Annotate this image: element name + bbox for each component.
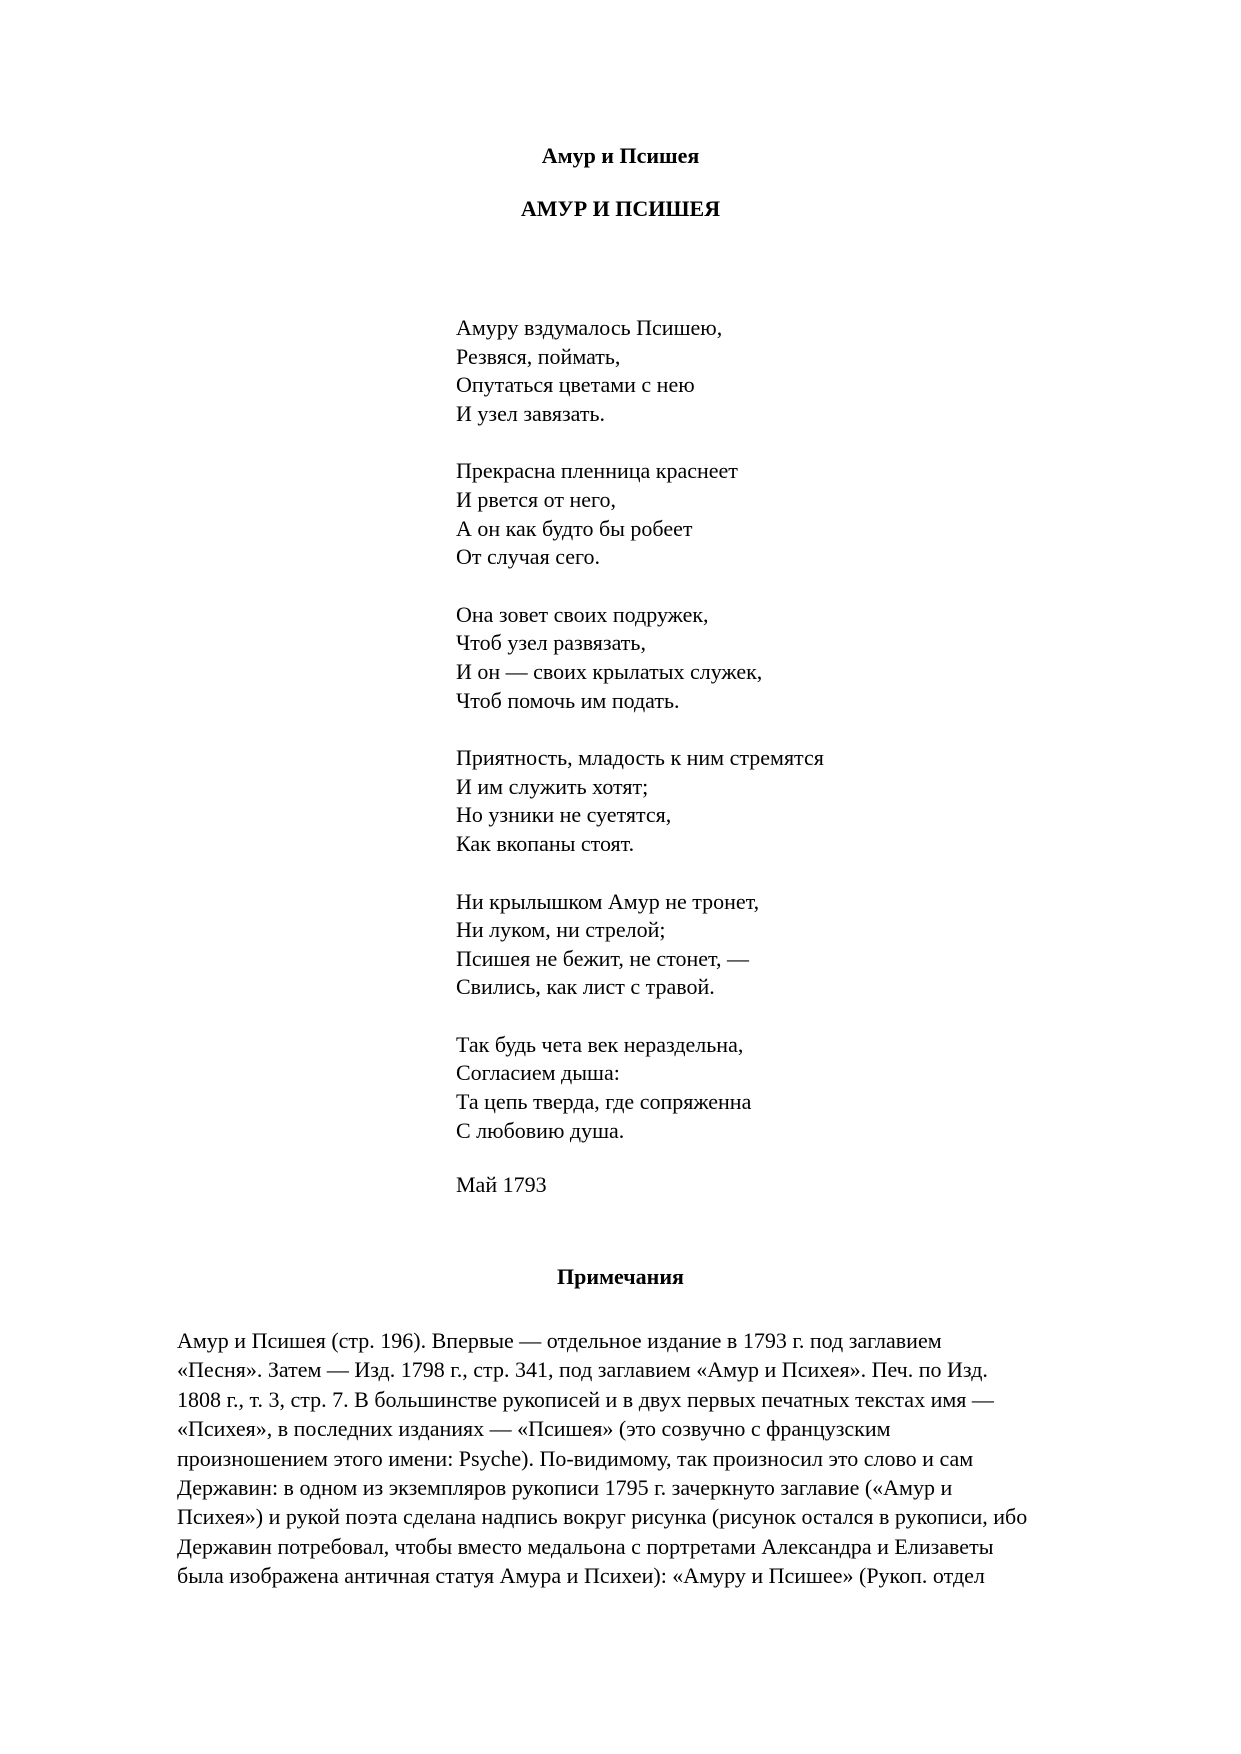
poem-line: И рвется от него, xyxy=(456,486,617,512)
poem-line: И он — своих крылатых служек, xyxy=(456,658,763,684)
poem-line: Чтоб узел развязать, xyxy=(456,630,646,656)
poem-line: Опутаться цветами с нею xyxy=(456,372,695,398)
notes-heading: Примечания xyxy=(557,1264,684,1289)
poem-line: Та цепь тверда, где сопряженна xyxy=(456,1089,752,1115)
notes-body xyxy=(177,1326,1157,1591)
poem-title: АМУР И ПСИШЕЯ xyxy=(520,196,721,221)
poem-line: Псишея не бежит, не стонет, — xyxy=(456,945,750,971)
poem-line: Согласием дыша: xyxy=(456,1060,620,1086)
poem-line: И узел завязать. xyxy=(456,400,606,426)
poem-line: Резвяся, поймать, xyxy=(456,343,621,369)
poem-line: Но узники не суетятся, xyxy=(456,802,672,828)
stanza xyxy=(456,314,976,428)
notes-line: 1808 г., т. 3, стр. 7. В большинстве рукописей и в двух первых печатных текстах имя — xyxy=(177,1386,994,1412)
page-title: Амур и Псишея xyxy=(541,143,700,168)
poem-line: Свились, как лист с травой. xyxy=(456,974,715,1000)
poem-line: Чтоб помочь им подать. xyxy=(456,687,680,713)
stanza xyxy=(456,1031,976,1145)
poem-line: Так будь чета век нераздельна, xyxy=(456,1031,744,1057)
poem-date: Май 1793 xyxy=(456,1172,547,1198)
poem-line: И им служить хотят; xyxy=(456,773,649,799)
poem-line: Она зовет своих подружек, xyxy=(456,601,709,627)
notes-line: Психея») и рукой поэта сделана надпись вокруг рисунка (рисунок остался в рукописи, ибо xyxy=(177,1504,1028,1530)
stanza xyxy=(456,888,976,1002)
poem-line: Ни луком, ни стрелой; xyxy=(456,917,666,943)
poem-body xyxy=(456,314,976,1200)
notes-line: Амур и Псишея (стр. 196). Впервые — отдельное издание в 1793 г. под заглавием xyxy=(177,1328,942,1353)
poem-line: Прекрасна пленница краснеет xyxy=(456,458,738,484)
poem-line: Ни крылышком Амур не тронет, xyxy=(456,888,760,914)
poem-line: От случая сего. xyxy=(456,544,600,570)
notes-line: Державин потребовал, чтобы вместо медальона с портретами Александра и Елизаветы xyxy=(177,1533,994,1559)
stanza xyxy=(456,457,976,571)
stanza xyxy=(456,601,976,715)
notes-line: «Песня». Затем — Изд. 1798 г., стр. 341, под заглавием «Амур и Психея». Печ. по Изд. xyxy=(177,1357,988,1383)
poem-line: Приятность, младость к ним стремятся xyxy=(456,745,824,771)
poem-line: С любовию душа. xyxy=(456,1117,625,1143)
poem-line: Как вкопаны стоят. xyxy=(456,830,635,856)
notes-line: «Психея», в последних изданиях — «Псишея» (это созвучно с французским xyxy=(177,1416,891,1442)
stanza xyxy=(456,744,976,858)
notes-line: Державин: в одном из экземпляров рукописи 1795 г. зачеркнуто заглавие («Амур и xyxy=(177,1475,953,1501)
notes-line: была изображена античная статуя Амура и Психеи): «Амуру и Псишее» (Рукоп. отдел xyxy=(177,1563,985,1589)
poem-line: А он как будто бы робеет xyxy=(456,515,693,541)
poem-line: Амуру вздумалось Псишею, xyxy=(456,315,723,340)
notes-line: произношением этого имени: Psyche). По-видимому, так произносил это слово и сам xyxy=(177,1445,974,1471)
